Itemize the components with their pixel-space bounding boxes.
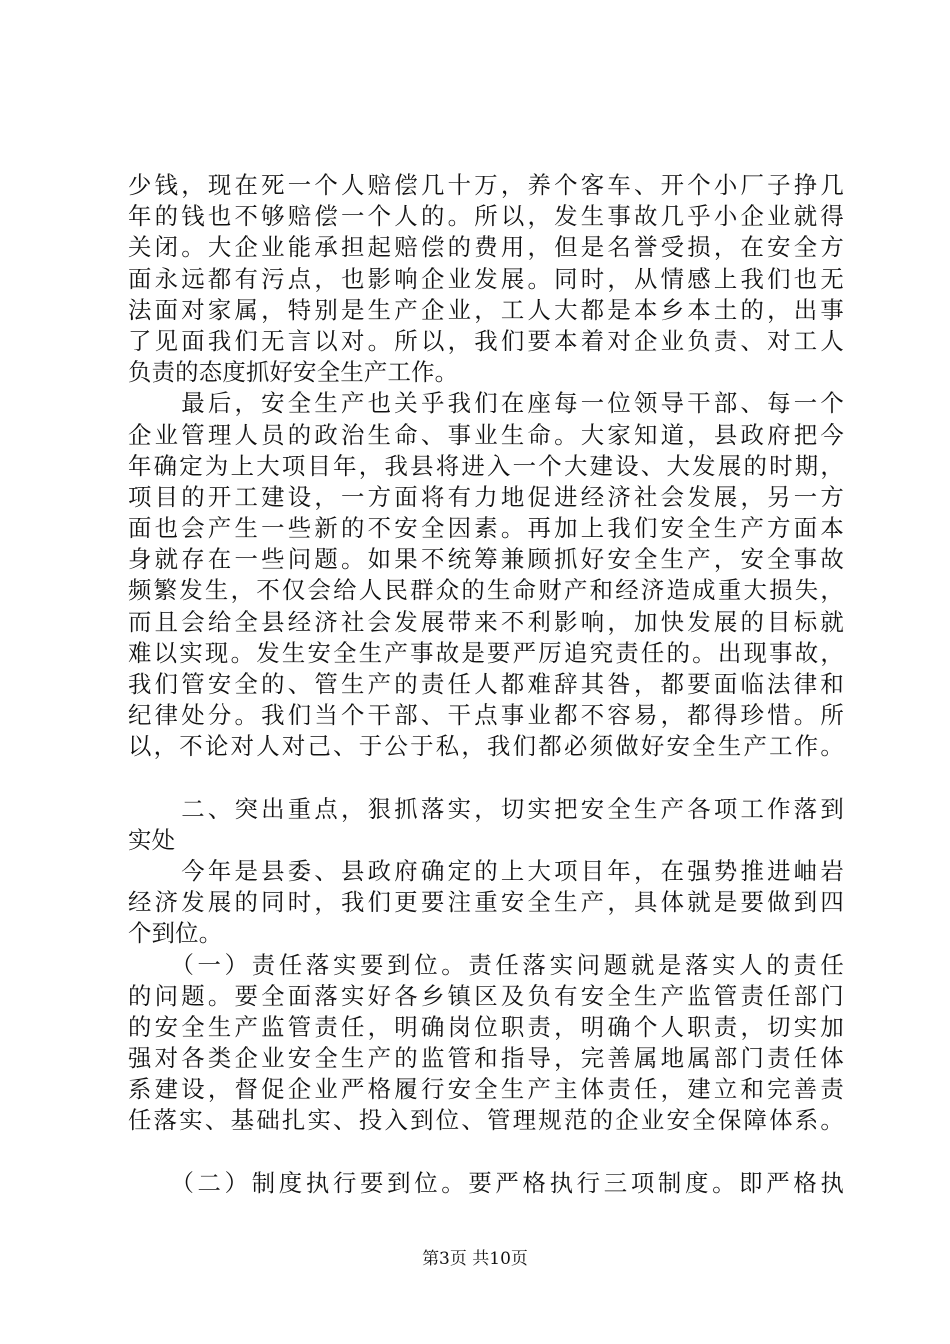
- paragraph-2: [128, 388, 844, 762]
- section-heading-2: [128, 794, 844, 856]
- text-line: 负责的态度抓好安全生产工作。: [128, 358, 459, 387]
- text-line: 的问题。要全面落实好各乡镇区及负有安全生产监管责任部门: [128, 981, 844, 1010]
- text-line: 系建设，督促企业严格履行安全生产主体责任，建立和完善责: [128, 1075, 844, 1104]
- text-line: （二）制度执行要到位。要严格执行三项制度。即严格执: [128, 1168, 844, 1197]
- text-line: 今年是县委、县政府确定的上大项目年，在强势推进岫岩: [128, 856, 844, 885]
- text-line: 年的钱也不够赔偿一个人的。所以，发生事故几乎小企业就得: [128, 202, 844, 231]
- paragraph-spacer: [128, 1137, 844, 1168]
- text-line: 任落实、基础扎实、投入到位、管理规范的企业安全保障体系。: [128, 1106, 844, 1135]
- text-line: 关闭。大企业能承担起赔偿的费用，但是名誉受损，在安全方: [128, 233, 844, 262]
- document-body: [128, 170, 844, 1199]
- text-line: 纪律处分。我们当个干部、干点事业都不容易，都得珍惜。所: [128, 701, 844, 730]
- heading-line: 二、突出重点，狠抓落实，切实把安全生产各项工作落到: [128, 794, 844, 823]
- text-line: 经济发展的同时，我们更要注重安全生产，具体就是要做到四: [128, 888, 844, 917]
- text-line: 面也会产生一些新的不安全因素。再加上我们安全生产方面本: [128, 514, 844, 543]
- text-line: （一）责任落实要到位。责任落实问题就是落实人的责任: [128, 950, 844, 979]
- paragraph-3: [128, 856, 844, 950]
- text-line: 最后，安全生产也关乎我们在座每一位领导干部、每一个: [128, 389, 844, 418]
- text-line: 了见面我们无言以对。所以，我们要本着对企业负责、对工人: [128, 326, 844, 355]
- text-line: 强对各类企业安全生产的监管和指导，完善属地属部门责任体: [128, 1044, 844, 1073]
- text-line: 身就存在一些问题。如果不统筹兼顾抓好安全生产，安全事故: [128, 545, 844, 574]
- text-line: 我们管安全的、管生产的责任人都难辞其咎，都要面临法律和: [128, 670, 844, 698]
- text-line: 法面对家属，特别是生产企业，工人大都是本乡本土的，出事: [128, 295, 844, 324]
- text-line: 企业管理人员的政治生命、事业生命。大家知道，县政府把今: [128, 420, 844, 449]
- paragraph-4: [128, 950, 844, 1137]
- text-line: 面永远都有污点，也影响企业发展。同时，从情感上我们也无: [128, 264, 844, 293]
- text-line: 年确定为上大项目年，我县将进入一个大建设、大发展的时期，: [128, 451, 844, 480]
- text-line: 项目的开工建设，一方面将有力地促进经济社会发展，另一方: [128, 482, 844, 511]
- text-line: 的安全生产监管责任，明确岗位职责，明确个人职责，切实加: [128, 1012, 844, 1041]
- text-line: 少钱，现在死一个人赔偿几十万，养个客车、开个小厂子挣几: [128, 171, 844, 199]
- text-line: 个到位。: [128, 919, 223, 948]
- heading-line: 实处: [128, 825, 176, 854]
- text-line: 而且会给全县经济社会发展带来不利影响，加快发展的目标就: [128, 607, 844, 636]
- text-line: 频繁发生，不仅会给人民群众的生命财产和经济造成重大损失，: [128, 576, 844, 605]
- text-line: 难以实现。发生安全生产事故是要严厉追究责任的。出现事故，: [128, 638, 844, 667]
- paragraph-1: [128, 170, 844, 388]
- text-line: 以，不论对人对己、于公于私，我们都必须做好安全生产工作。: [128, 732, 844, 761]
- paragraph-spacer: [128, 763, 844, 794]
- page-footer: 第3页 共10页: [422, 1249, 528, 1269]
- paragraph-5: [128, 1168, 844, 1199]
